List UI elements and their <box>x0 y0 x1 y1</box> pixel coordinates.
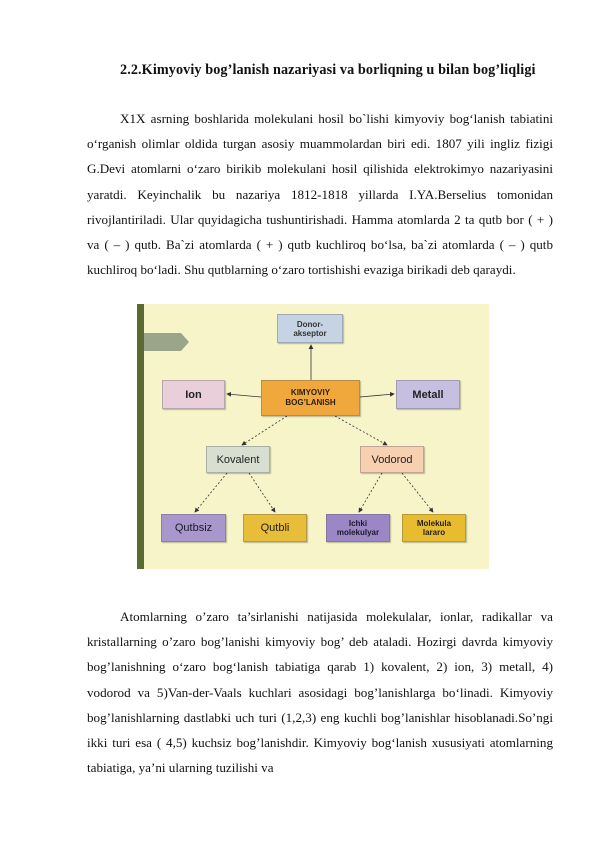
line-to-ion <box>227 394 261 397</box>
ion-box: Ion <box>162 380 225 409</box>
qutbli-box: Qutbli <box>243 514 307 542</box>
chemical-bond-diagram <box>137 304 489 569</box>
ichki-molekulyar-box: Ichki molekulyar <box>326 514 390 542</box>
line-to-kovalent <box>242 416 287 445</box>
molekulalararo-box: Molekula lararo <box>402 514 466 542</box>
donor-akseptor-box: Donor- akseptor <box>277 314 343 343</box>
line-to-molekulalararo <box>402 473 433 512</box>
section-heading: 2.2.Kimyoviy bog’lanish nazariyasi va borliqning u bilan bog’liqligi <box>120 62 536 78</box>
kimyoviy-boglanish-box: KIMYOVIY BOG’LANISH <box>261 380 360 416</box>
qutbsiz-box: Qutbsiz <box>161 514 226 542</box>
line-to-qutbsiz <box>195 473 227 512</box>
paragraph-2: Atomlarning o’zaro ta’sirlanishi natijasida molekulalar, ionlar, radikallar va kristallarning o’zaro bog’lanishi kimyoviy bog’ deb ataladi. Hozirgi davrda kimyoviy bog’lanishning o‘zaro bog‘lanish tabiatiga qarab 1) kovalent, 2) ion, 3) metall, 4) vodorod va 5)Van-der-Vaals kuchlari asosidagi bog’lanishlarga bo‘linadi. Kimyoviy bog’lanishlarning dastlabki uch turi (1,2,3) eng kuchli bog’lanishlar hisoblanadi.So’ngi ikki turi esa ( 4,5) kuchsiz bog’lanishdir. Kimyoviy bog‘lanish xususiyati atomlarning tabiatiga, ya’ni ularning tuzilishi va <box>87 609 553 776</box>
line-to-qutbli <box>249 473 275 512</box>
line-to-ichki <box>359 473 382 512</box>
metall-box: Metall <box>396 380 460 409</box>
banner-arrow-shape <box>144 333 189 351</box>
kovalent-box: Kovalent <box>206 446 270 473</box>
left-decor-bar <box>137 304 144 569</box>
paragraph-1: X1X asrning boshlarida molekulani hosil bo`lishi kimyoviy bog‘lanish tabiatini o‘rganish olimlar oldida turgan asosiy muammolardan biri edi. 1807 yili ingliz fizigi G.Devi atomlarni o‘zaro birikib molekulani hosil qilishida elektrokimyo nazariyasini yaratdi. Keyinchalik bu nazariya 1812-1818 yillarda I.YA.Berselius tomonidan rivojlantiriladi. Ular quyidagicha tushuntirishadi. Hamma atomlarda 2 ta qutb bor ( + ) va ( – ) qutb. Ba`zi atomlarda ( + ) qutb kuchliroq bo‘lsa, ba`zi atomlarda ( – ) qutb kuchliroq bo‘ladi. Shu qutblarning o‘zaro tortishishi evaziga birikadi deb qaraydi. <box>87 111 553 278</box>
line-to-vodorod <box>335 416 387 445</box>
vodorod-box: Vodorod <box>360 446 424 473</box>
line-to-metall <box>360 394 394 397</box>
